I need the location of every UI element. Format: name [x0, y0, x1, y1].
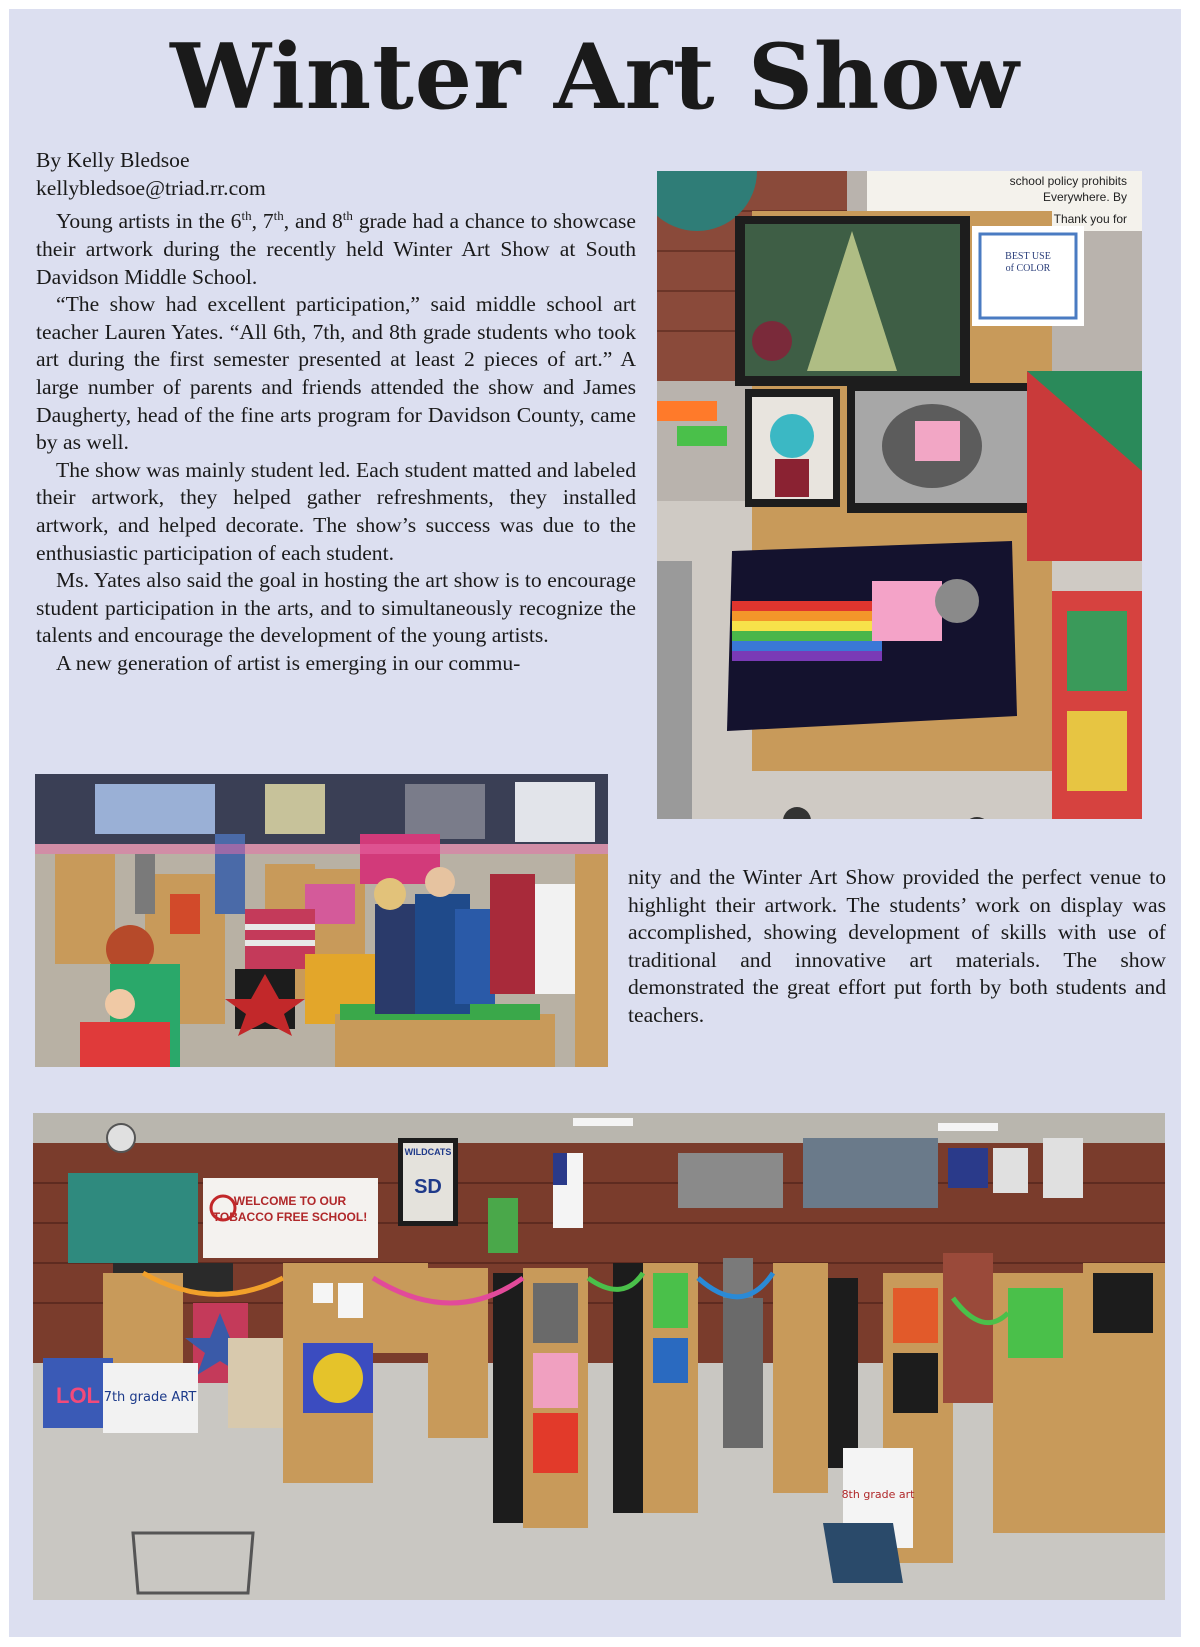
paragraph-1: Young artists in the 6th, 7th, and 8th grade had a chance to showcase their artwork during the recently held Winter Art Show at South Davidson Middle School. [36, 208, 636, 289]
paragraph-4: Ms. Yates also said the goal in hosting the art show is to encourage student participation in the arts, and to simultaneously recognize the talents and encourage the development of the young artists. [36, 568, 636, 648]
sign-text-2: Everywhere. By [1042, 190, 1127, 204]
eighth-grade-sign-text: 8th grade art [841, 1488, 915, 1501]
byline-email: kellybledsoe@triad.rr.com [36, 175, 266, 200]
photo-crowd [35, 774, 608, 1067]
paragraph-5-start: A new generation of artist is emerging in our commu- [56, 650, 521, 675]
paragraph-2: “The show had excellent participation,” said middle school art teacher Lauren Yates. “All 6th, 7th, and 8th grade students who took art during the first semester presented at least 2 pieces of art.” A large number of parents and friends attended the show and James Daugherty, head of the fine arts program for Davidson County, came by as well. [36, 292, 636, 455]
article-left-column [36, 147, 636, 677]
newsletter-page [9, 9, 1181, 1637]
sign-text-3: Thank you for [1053, 212, 1127, 226]
banner-line-2: TOBACCO FREE SCHOOL! [212, 1210, 368, 1224]
byline-name: By Kelly Bledsoe [36, 148, 190, 172]
certificate-line-1: BEST USE [1005, 251, 1051, 262]
photo-cafeteria [33, 1113, 1165, 1600]
sign-text-1: school policy prohibits [1009, 174, 1127, 188]
banner-line-1: WELCOME TO OUR [233, 1194, 347, 1208]
seventh-grade-sign-text: 7th grade ART [103, 1390, 197, 1405]
paragraph-3: The show was mainly student led. Each student matted and labeled their artwork, they helped gather refreshments, they installed artwork, and helped decorate. The show’s success was due to the enthusiastic participation of each student. [36, 457, 636, 565]
lol-sign-text: LOL [56, 1383, 100, 1408]
wildcats-text: WILDCATS [404, 1147, 452, 1157]
sd-logo-text: SD [414, 1176, 442, 1198]
certificate-line-2: of COLOR [1005, 263, 1051, 274]
photo-art-display [657, 171, 1142, 819]
article-title: Winter Art Show [170, 24, 1020, 130]
paragraph-5-end: nity and the Winter Art Show provided the perfect venue to highlight their artwork. The students’ work on display was accomplished, showing development of skills with use of traditional and innovative art materials. The show demonstrated the great effort put forth by both students and teachers. [628, 865, 1166, 1027]
article-right-column [628, 864, 1166, 1030]
